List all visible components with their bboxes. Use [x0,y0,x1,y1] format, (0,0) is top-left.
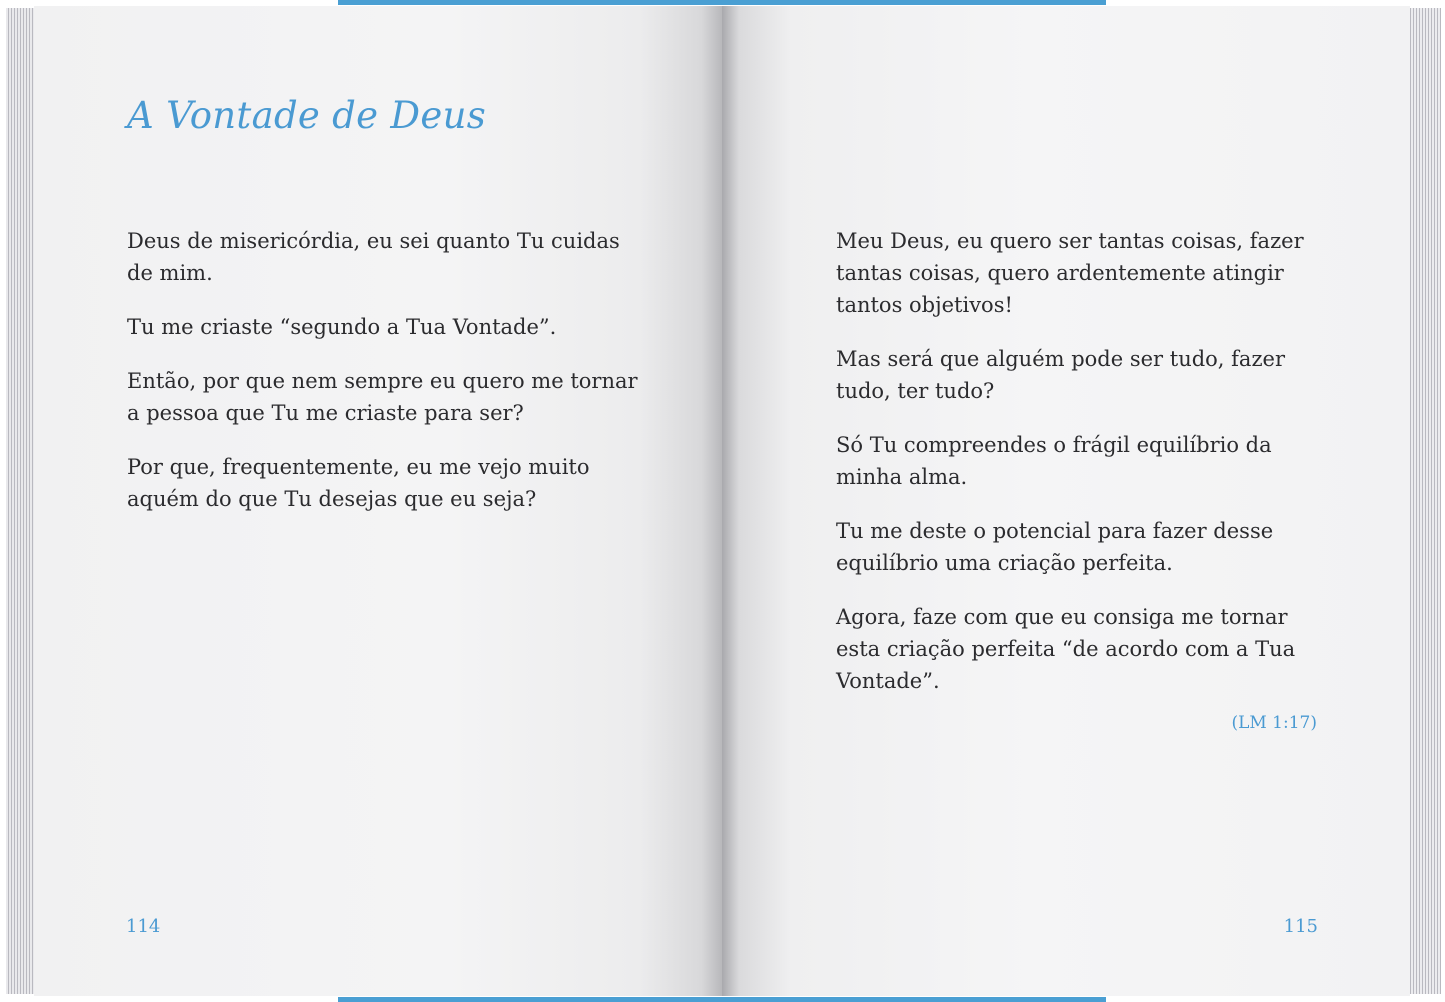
paragraph: Mas será que alguém pode ser tudo, fazer tudo, ter tudo? [836,347,1285,403]
right-page-text [836,225,1336,719]
paragraph: Então, por que nem sempre eu quero me tornar a pessoa que Tu me criaste para ser? [127,369,638,425]
scripture-reference: (LM 1:17) [1231,713,1317,733]
page-number-left: 114 [126,916,161,937]
page-stack-right [1407,8,1441,994]
paragraph: Tu me criaste “segundo a Tua Vontade”. [127,315,557,339]
page-number-right: 115 [1283,916,1318,937]
paragraph: Deus de misericórdia, eu sei quanto Tu cuidas de mim. [127,229,620,285]
cover-edge-top [338,0,1106,5]
paragraph: Meu Deus, eu quero ser tantas coisas, fazer tantas coisas, quero ardentemente atingir tantos objetivos! [836,229,1304,317]
page-stack-left [6,8,36,994]
page-title: A Vontade de Deus [127,94,487,137]
paragraph: Tu me deste o potencial para fazer desse equilíbrio uma criação perfeita. [836,519,1274,575]
paragraph: Agora, faze com que eu consiga me tornar esta criação perfeita “de acordo com a Tua Vontade”. [836,605,1296,693]
right-page [722,6,1410,996]
paragraph: Só Tu compreendes o frágil equilíbrio da minha alma. [836,433,1272,489]
left-page [34,6,722,996]
cover-edge-bottom [338,997,1106,1002]
paragraph: Por que, frequentemente, eu me vejo muito aquém do que Tu desejas que eu seja? [127,455,590,511]
left-page-text [127,225,647,537]
